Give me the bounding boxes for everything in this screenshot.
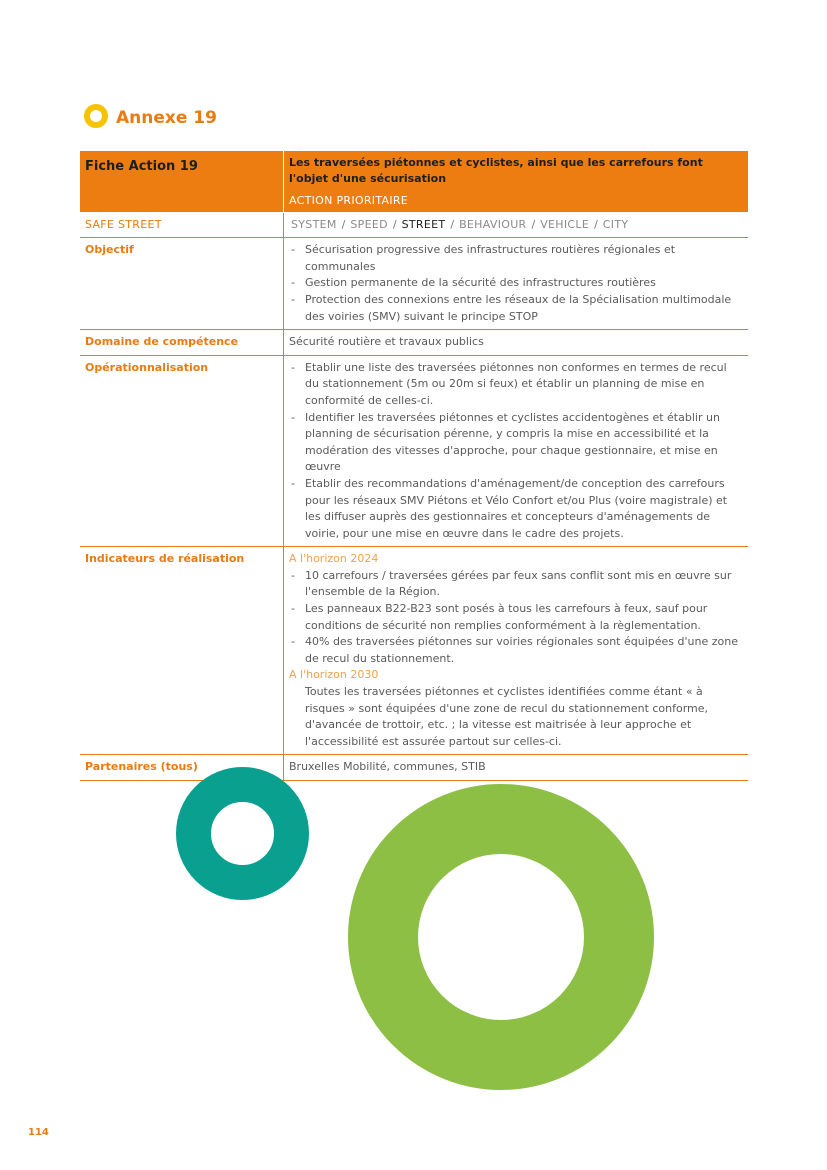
horizon-2030-label: A l'horizon 2030 <box>289 668 379 682</box>
indicateurs-label: Indicateurs de réalisation <box>80 547 284 755</box>
annex-title: Annexe 19 <box>116 108 217 128</box>
list-item: - Gestion permanente de la sécurité des infrastructures routières <box>289 275 743 292</box>
horizon-2024-label: A l'horizon 2024 <box>289 552 379 566</box>
domaine-row <box>80 330 748 356</box>
action-sheet-table <box>80 151 748 781</box>
category-behaviour: BEHAVIOUR <box>459 217 527 231</box>
partenaires-value: Bruxelles Mobilité, communes, STIB <box>284 755 749 781</box>
category-speed: SPEED <box>350 217 388 231</box>
priority-label: ACTION PRIORITAIRE <box>289 194 409 207</box>
safe-street-label: SAFE STREET <box>80 212 284 238</box>
operationnalisation-row <box>80 355 748 547</box>
teal-ring-decoration-icon <box>176 767 309 900</box>
category-separator: / <box>341 217 346 231</box>
category-separator: / <box>594 217 598 231</box>
category-separator: / <box>392 217 397 231</box>
domaine-label: Domaine de compétence <box>80 330 284 356</box>
list-item: - Etablir une liste des traversées piétonnes non conformes en termes de recul du stationnement (5m ou 20m si feux) et établir un planning de mise en conformité de celles-ci. <box>289 360 743 410</box>
list-item: - Protection des connexions entre les réseaux de la Spécialisation multimodale des voiries (SMV) suivant le principe STOP <box>289 292 743 325</box>
objectif-row <box>80 238 748 330</box>
category-system: SYSTEM <box>291 217 337 231</box>
fiche-label: Fiche Action 19 <box>80 151 284 212</box>
domaine-value: Sécurité routière et travaux publics <box>284 330 749 356</box>
indicateurs-row <box>80 547 748 755</box>
list-item: - Sécurisation progressive des infrastructures routières régionales et communales <box>289 242 743 275</box>
category-vehicle: VEHICLE <box>540 217 590 231</box>
objectif-list <box>289 242 743 325</box>
category-separator: / <box>531 217 536 231</box>
safe-street-row <box>80 212 748 238</box>
category-city: CITY <box>602 217 629 231</box>
category-separator: / <box>450 217 455 231</box>
category-street: STREET <box>401 217 446 231</box>
page-number: 114 <box>28 1127 49 1138</box>
list-item: - 40% des traversées piétonnes sur voiries régionales sont équipées d'une zone de recul du stationnement. <box>289 634 743 667</box>
fiche-title: Les traversées piétonnes et cyclistes, ainsi que les carrefours font l'objet d'une sécurisation <box>289 156 703 185</box>
operationnalisation-list <box>289 360 743 543</box>
indicateurs-2024-list <box>289 568 743 668</box>
partenaires-row <box>80 755 748 781</box>
fiche-header-cell <box>284 151 749 212</box>
list-item: - Identifier les traversées piétonnes et cyclistes accidentogènes et établir un planning de sécurisation pérenne, y compris la mise en accessibilité et la modération des vitesses d'approche, pour chaque gestionnaire, et mise en œuvre <box>289 410 743 476</box>
safe-street-categories <box>284 212 749 238</box>
partenaires-label: Partenaires (tous) <box>80 755 284 781</box>
header-row <box>80 151 748 212</box>
objectif-cell <box>284 238 749 330</box>
list-item: - Les panneaux B22-B23 sont posés à tous les carrefours à feux, sauf pour conditions de sécurité non remplies conformément à la règlementation. <box>289 601 743 634</box>
operationnalisation-label: Opérationnalisation <box>80 355 284 547</box>
list-item: - Etablir des recommandations d'aménagement/de conception des carrefours pour les réseaux SMV Piétons et Vélo Confort et/ou Plus (voire magistrale) et les diffuser auprès des gestionnaires et concepteurs d'aménagements de voirie, pour une mise en œuvre dans le cadre des projets. <box>289 476 743 542</box>
operationnalisation-cell <box>284 355 749 547</box>
objectif-label: Objectif <box>80 238 284 330</box>
annex-circle-icon <box>84 104 108 128</box>
indicateurs-cell <box>284 547 749 755</box>
horizon-2030-text: Toutes les traversées piétonnes et cyclistes identifiées comme étant « à risques » sont équipées d'une zone de recul du stationnement conforme, d'avancée de trottoir, etc. ; la vitesse est maitrisée à leur approche et l'accessibilité est assurée partout sur celles-ci. <box>305 685 709 748</box>
list-item: - 10 carrefours / traversées gérées par feux sans conflit sont mis en œuvre sur l'ensemble de la Région. <box>289 568 743 601</box>
green-ring-decoration-icon <box>348 784 654 1090</box>
